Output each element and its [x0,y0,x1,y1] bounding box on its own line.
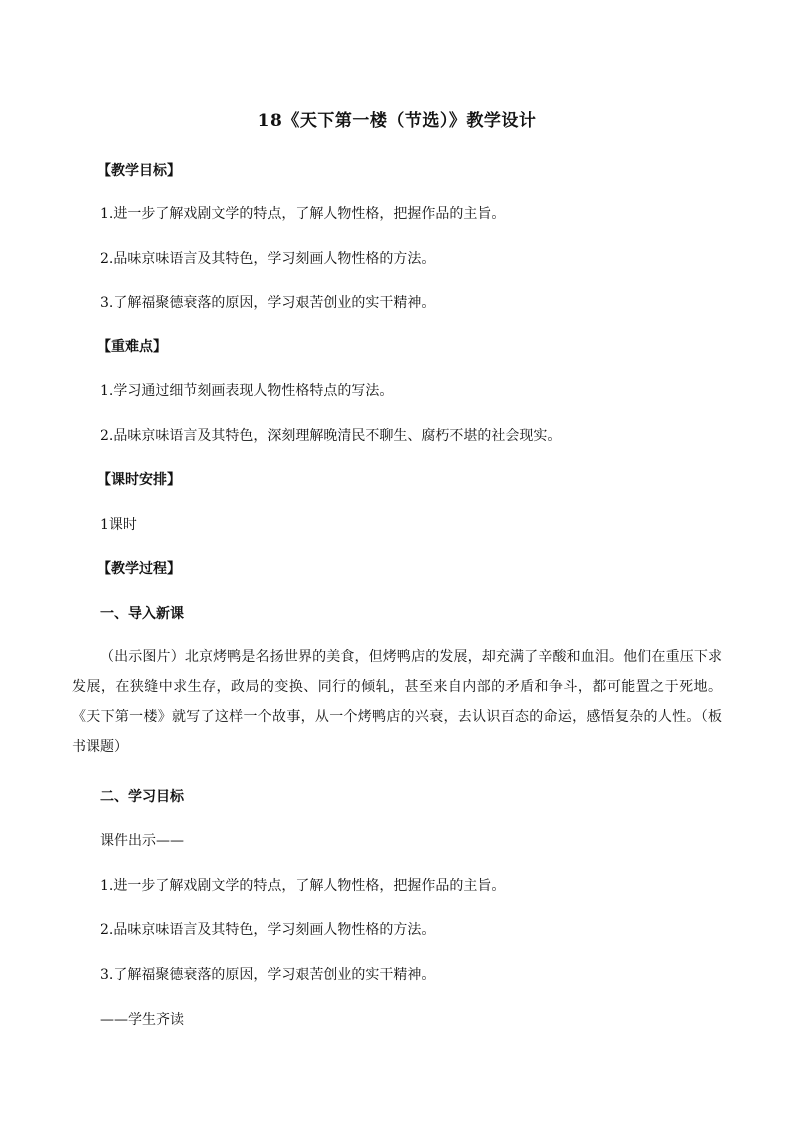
courseware-goal-item-3: 3.了解福聚德衰落的原因，学习艰苦创业的实干精神。 [100,967,436,983]
key-point-item-1: 1.学习通过细节刻画表现人物性格特点的写法。 [100,383,394,399]
teaching-goal-item-2: 2.品味京味语言及其特色，学习刻画人物性格的方法。 [100,251,436,267]
heading-schedule: 【课时安排】 [97,472,181,488]
courseware-goal-item-2: 2.品味京味语言及其特色，学习刻画人物性格的方法。 [100,922,436,938]
key-point-item-2: 2.品味京味语言及其特色，深刻理解晚清民不聊生、腐朽不堪的社会现实。 [100,428,562,444]
section-heading-goals: 二、学习目标 [100,789,184,805]
document-title: 18《天下第一楼（节选）》教学设计 [257,111,537,131]
students-read-note: ——学生齐读 [100,1012,184,1028]
schedule-text: 1课时 [100,517,137,533]
section-heading-intro: 一、导入新课 [100,606,184,622]
teaching-goal-item-3: 3.了解福聚德衰落的原因，学习艰苦创业的实干精神。 [100,295,436,311]
courseware-goal-item-1: 1.进一步了解戏剧文学的特点，了解人物性格，把握作品的主旨。 [100,878,506,894]
teaching-goal-item-1: 1.进一步了解戏剧文学的特点，了解人物性格，把握作品的主旨。 [100,206,506,222]
heading-key-points: 【重难点】 [97,339,167,355]
heading-teaching-process: 【教学过程】 [97,561,181,577]
courseware-intro: 课件出示—— [100,833,184,849]
intro-paragraph: （出示图片）北京烤鸭是名扬世界的美食，但烤鸭店的发展，却充满了辛酸和血泪。他们在重压下求发展，在狭缝中求生存，政局的变换、同行的倾轧，甚至来自内部的矛盾和争斗，都可能置之于死地。《天下第一楼》就写了这样一个故事，从一个烤鸭店的兴衰，去认识百态的命运，感悟复杂的人性。（板书课题） [72,649,722,755]
heading-teaching-goals: 【教学目标】 [97,163,181,179]
